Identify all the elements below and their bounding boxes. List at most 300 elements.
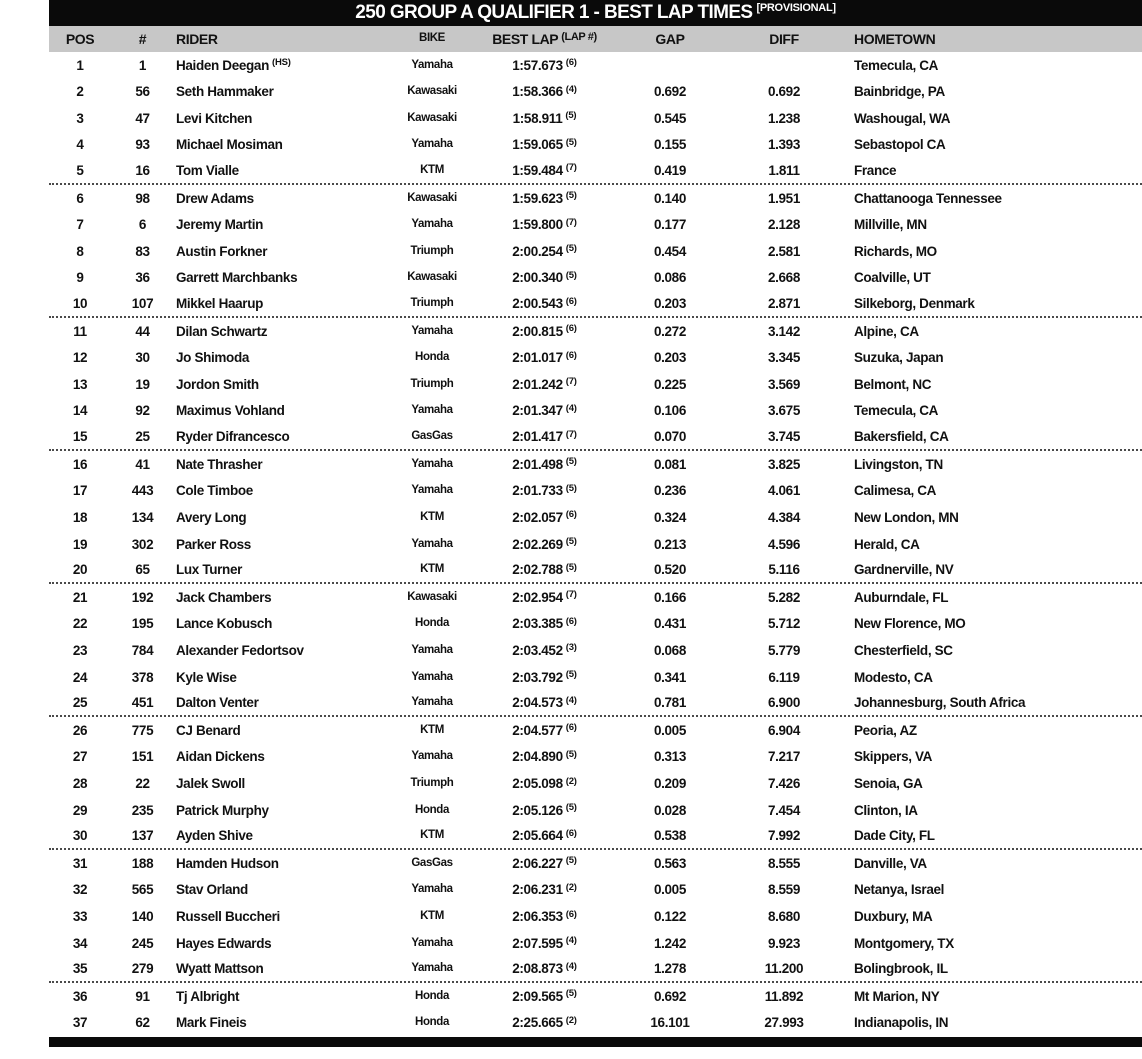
cell-best-lap [464,59,625,73]
cell-best-lap [464,351,625,365]
rider-name-text: Nate Thrasher [176,456,263,472]
cell-hometown: Skippers, VA [854,749,933,765]
cell-hometown: Chattanooga Tennessee [854,190,1002,206]
table-row [49,265,1142,292]
cell-rider-number: 107 [131,296,154,312]
best-lap-time-text: 2:00.543 [512,296,563,312]
cell-rider-name [174,404,400,418]
cell-bike: Triumph [410,777,454,789]
rider-name-text: Stav Orland [176,882,248,898]
cell-hometown: Auburndale, FL [854,589,949,605]
cell-rider-number: 36 [135,270,150,286]
cell-bike: Yamaha [411,138,453,151]
cell-rider-name [174,112,400,126]
lap-number-text: (7) [565,589,577,601]
rider-name-text: Michael Mosiman [176,137,283,153]
column-header-diff: DIFF [769,31,799,47]
cell-rider-number: 451 [131,695,154,711]
cell-rider-name [174,458,400,472]
lap-number-text: (5) [565,190,577,202]
cell-gap: 0.520 [653,562,687,578]
cell-rider-number: 1 [138,57,147,73]
column-header-hometown: HOMETOWN [854,31,936,47]
rider-name-text: Aidan Dickens [176,749,265,765]
rider-name-text: Dalton Venter [176,695,259,711]
cell-hometown: Bolingbrook, IL [854,961,948,977]
cell-position: 22 [72,616,88,632]
cell-rider-name [174,164,400,178]
cell-position: 21 [72,589,88,605]
table-row [49,824,1142,851]
rider-name-text: Dilan Schwartz [176,323,268,339]
best-lap-time-text: 1:57.673 [512,57,563,73]
table-row [49,584,1142,611]
cell-diff: 1.951 [767,190,801,206]
cell-gap: 0.203 [653,350,687,366]
cell-position: 34 [72,935,88,951]
best-lap-time-text: 1:59.800 [512,217,563,233]
table-row [49,877,1142,904]
cell-hometown: Netanya, Israel [854,882,945,898]
cell-diff: 3.142 [767,323,801,339]
lap-number-text: (6) [565,827,577,839]
cell-rider-name [174,591,400,605]
cell-diff: 8.559 [767,882,801,898]
best-lap-time-text: 2:01.733 [512,483,563,499]
cell-position: 32 [72,882,88,898]
cell-bike: Kawasaki [407,271,457,284]
best-lap-time-text: 1:59.484 [512,162,563,178]
cell-diff: 1.238 [767,110,801,126]
cell-diff: 4.596 [767,536,801,552]
cell-rider-number: 83 [135,243,150,259]
rider-name-text: Mikkel Haarup [176,296,263,312]
cell-gap: 0.781 [653,695,687,711]
cell-hometown: Bainbridge, PA [854,84,945,100]
lap-number-text: (6) [565,57,577,69]
table-row [49,717,1142,744]
rider-name-text: Levi Kitchen [176,110,253,126]
cell-hometown: Suzuka, Japan [854,350,944,366]
cell-hometown: Sebastopol CA [854,137,946,153]
cell-diff: 2.581 [767,243,801,259]
cell-hometown: Silkeborg, Denmark [854,296,975,312]
cell-bike: Yamaha [411,484,453,497]
sheet-title: 250 GROUP A QUALIFIER 1 - BEST LAP TIMES [355,2,753,23]
cell-bike: Yamaha [411,457,453,470]
cell-bike: Yamaha [411,750,453,763]
cell-best-lap [464,804,625,818]
table-row [49,451,1142,478]
cell-gap: 0.068 [653,642,687,658]
cell-rider-number: 65 [135,562,150,578]
cell-hometown: Temecula, CA [854,403,939,419]
cell-position: 37 [72,1015,88,1031]
best-lap-time-text: 2:01.347 [512,403,563,419]
rider-name-text: Haiden Deegan [176,57,269,73]
best-lap-time-text: 1:59.065 [512,137,563,153]
cell-gap: 0.236 [653,483,687,499]
cell-position: 4 [76,137,84,153]
best-lap-time-text: 1:58.911 [512,110,563,126]
best-lap-time-text: 2:09.565 [512,988,563,1004]
cell-gap: 0.213 [653,536,687,552]
lap-number-text: (6) [565,615,577,627]
table-row [49,531,1142,558]
best-lap-time-text: 2:00.254 [512,243,563,259]
cell-gap: 0.538 [653,828,687,844]
cell-position: 12 [72,350,88,366]
column-header-rider: RIDER [176,31,218,47]
cell-position: 1 [76,57,84,73]
cell-position: 36 [72,988,88,1004]
cell-hometown: Dade City, FL [854,828,935,844]
rider-name-text: Mark Fineis [176,1015,247,1031]
cell-bike: KTM [420,723,444,736]
cell-rider-number: 775 [131,722,154,738]
cell-diff: 9.923 [767,935,801,951]
cell-rider-name [174,271,400,285]
best-lap-time-text: 2:07.595 [512,935,563,951]
cell-rider-number: 30 [135,350,150,366]
cell-diff: 2.668 [767,270,801,286]
table-row [49,797,1142,824]
cell-diff: 6.119 [768,669,800,685]
cell-rider-number: 25 [135,429,150,445]
cell-bike: Honda [414,617,450,630]
cell-bike: Yamaha [411,883,453,896]
column-header-pos: POS [65,31,95,47]
cell-rider-name [174,857,400,871]
cell-rider-name [174,883,400,897]
table-row [49,105,1142,132]
cell-bike: Yamaha [411,324,453,337]
cell-diff: 7.217 [767,749,801,765]
cell-position: 20 [72,562,88,578]
cell-rider-number: 192 [131,589,154,605]
lap-number-text: (6) [565,908,577,920]
cell-rider-number: 140 [131,909,154,925]
cell-diff: 5.282 [767,589,801,605]
cell-best-lap [464,671,625,685]
cell-hometown: Peoria, AZ [854,722,917,738]
cell-rider-name [174,750,400,764]
cell-rider-name [174,1016,400,1030]
cell-bike: Triumph [410,377,454,390]
rider-name-text: Seth Hammaker [176,84,274,100]
lap-number-text: (7) [565,376,577,388]
cell-gap: 0.005 [653,882,687,898]
lap-number-text: (5) [565,802,577,814]
cell-rider-name [174,804,400,818]
cell-hometown: New Florence, MO [854,616,966,632]
cell-hometown: Clinton, IA [854,802,918,818]
cell-rider-number: 41 [135,456,150,472]
lap-number-text: (4) [565,402,577,414]
cell-rider-number: 19 [135,376,150,392]
cell-position: 14 [72,403,88,419]
rider-name-text: Austin Forkner [176,243,268,259]
best-lap-time-text: 2:01.498 [512,456,563,472]
cell-position: 26 [72,722,88,738]
table-row [49,291,1142,318]
cell-rider-name [174,351,400,365]
table-row [49,371,1142,398]
cell-best-lap [464,724,625,738]
cell-diff: 3.345 [767,350,801,366]
cell-best-lap [464,538,625,552]
table-row [49,398,1142,425]
cell-gap: 0.203 [653,296,687,312]
cell-gap: 0.086 [653,270,687,286]
cell-best-lap [464,617,625,631]
cell-hometown: Montgomery, TX [854,935,954,951]
cell-hometown: Coalville, UT [854,270,931,286]
cell-diff: 1.393 [767,137,801,153]
rider-name-text: Jeremy Martin [176,217,263,233]
cell-rider-number: 279 [131,961,154,977]
cell-gap: 0.341 [653,669,687,685]
cell-gap: 0.313 [653,749,687,765]
best-lap-time-text: 2:06.227 [512,855,563,871]
cell-bike: KTM [420,829,444,842]
cell-rider-name [174,538,400,552]
cell-gap: 16.101 [650,1015,690,1031]
cell-best-lap [464,857,625,871]
cell-position: 24 [72,669,88,685]
cell-position: 18 [72,509,88,525]
lap-number-text: (5) [565,669,577,681]
table-row [49,79,1142,106]
bottom-bar [49,1037,1142,1047]
cell-rider-number: 91 [135,988,150,1004]
cell-hometown: Duxbury, MA [854,909,933,925]
rider-name-text: Cole Timboe [176,483,253,499]
table-row [49,770,1142,797]
cell-rider-number: 151 [131,749,154,765]
table-row [49,158,1142,185]
cell-bike: Yamaha [411,936,453,949]
cell-bike: Honda [414,351,450,364]
results-table-body [49,52,1142,1037]
cell-diff: 4.384 [767,509,801,525]
table-row [49,957,1142,984]
lap-number-text: (5) [565,988,577,1000]
cell-diff: 7.426 [767,776,801,791]
best-lap-time-text: 2:02.954 [512,589,563,605]
cell-hometown: Alpine, CA [854,323,919,339]
lap-number-text: (4) [565,694,577,706]
cell-bike: Yamaha [411,696,453,709]
cell-hometown: Mt Marion, NY [854,988,940,1004]
rider-name-text: CJ Benard [176,722,241,738]
cell-position: 17 [72,483,88,499]
cell-position: 2 [76,84,84,100]
table-row [49,132,1142,159]
provisional-tag: [PROVISIONAL] [756,2,836,14]
table-row [49,904,1142,931]
cell-best-lap [464,245,625,259]
cell-best-lap [464,591,625,605]
cell-rider-number: 302 [131,536,154,552]
cell-rider-number: 378 [131,669,154,685]
cell-rider-number: 134 [131,509,154,525]
table-row [49,185,1142,212]
cell-bike: Kawasaki [407,85,457,98]
cell-rider-number: 565 [131,882,154,898]
cell-position: 29 [72,802,88,818]
lap-number-text: (6) [565,323,577,335]
best-lap-time-text: 2:04.577 [512,722,563,738]
cell-gap: 0.140 [653,190,687,206]
cell-rider-number: 137 [131,828,154,844]
cell-position: 23 [72,642,88,658]
timing-results-sheet [49,0,1142,1047]
cell-gap: 0.028 [653,802,687,818]
cell-bike: GasGas [411,430,453,443]
lap-number-text: (5) [565,456,577,468]
cell-bike: Triumph [410,297,454,310]
cell-best-lap [464,138,625,152]
lap-number-text: (5) [565,855,577,867]
rider-name-text: Alexander Fedortsov [176,642,304,658]
cell-best-lap [464,404,625,418]
cell-hometown: Belmont, NC [854,376,932,392]
cell-gap: 0.419 [653,162,687,178]
cell-gap: 0.225 [653,376,687,392]
cell-rider-number: 188 [131,855,154,871]
table-row [49,611,1142,638]
cell-position: 13 [72,376,88,392]
best-lap-time-text: 2:05.098 [512,776,563,791]
cell-diff: 7.992 [767,828,801,844]
cell-position: 10 [72,296,88,312]
cell-rider-name [174,644,400,658]
cell-rider-number: 56 [135,84,150,100]
rider-name-text: Drew Adams [176,190,254,206]
cell-diff: 8.555 [767,855,801,871]
lap-number-text: (2) [565,775,577,787]
cell-rider-name [174,218,400,232]
cell-bike: GasGas [411,856,453,869]
rider-name-text: Russell Buccheri [176,909,280,925]
cell-bike: KTM [420,163,444,176]
cell-bike: Yamaha [411,537,453,550]
table-row [49,504,1142,531]
table-row [49,744,1142,771]
column-header-gap: GAP [655,31,685,47]
cell-bike: Yamaha [411,404,453,417]
best-lap-time-text: 2:00.340 [512,270,563,286]
cell-position: 6 [76,190,84,206]
cell-diff: 11.892 [764,988,804,1004]
table-row [49,52,1142,79]
cell-gap: 0.106 [653,403,687,419]
cell-position: 35 [72,961,88,977]
cell-best-lap [464,164,625,178]
table-row [49,345,1142,372]
cell-best-lap [464,112,625,126]
cell-best-lap [464,484,625,498]
cell-best-lap [464,511,625,525]
cell-diff: 5.116 [768,562,800,578]
cell-rider-number: 47 [135,110,150,126]
cell-gap: 0.272 [653,323,687,339]
cell-gap: 0.431 [653,616,687,632]
lap-number-text: (5) [565,110,577,122]
rider-name-text: Avery Long [176,509,247,525]
cell-gap: 1.278 [653,961,687,977]
cell-rider-name [174,937,400,951]
cell-bike: Kawasaki [407,111,457,124]
table-row [49,930,1142,957]
cell-hometown: Danville, VA [854,855,927,871]
rider-name-text: Wyatt Mattson [176,961,264,977]
cell-rider-name [174,430,400,444]
table-row [49,558,1142,585]
rider-name-text: Parker Ross [176,536,251,552]
cell-best-lap [464,644,625,658]
best-lap-time-text: 2:25.665 [512,1015,563,1031]
rider-name-text: Patrick Murphy [176,802,269,818]
table-row [49,318,1142,345]
cell-diff: 1.811 [768,162,800,178]
best-lap-time-text: 2:01.017 [512,350,563,366]
column-header-number: # [138,31,147,47]
cell-diff: 2.871 [767,296,801,312]
lap-number-text: (5) [565,269,577,281]
best-lap-time-text: 1:59.623 [512,190,563,206]
cell-rider-name [174,297,400,311]
lap-number-text: (2) [565,1014,577,1026]
rider-name-text: Lance Kobusch [176,616,272,632]
best-lap-time-text: 2:05.664 [512,828,563,844]
cell-position: 27 [72,749,88,765]
table-row [49,425,1142,452]
cell-rider-name [174,325,400,339]
cell-diff: 3.569 [767,376,801,392]
cell-best-lap [464,829,625,843]
cell-best-lap [464,297,625,311]
cell-gap: 0.005 [653,722,687,738]
table-row [49,637,1142,664]
cell-rider-name [174,990,400,1004]
cell-gap: 0.454 [653,243,687,259]
cell-position: 30 [72,828,88,844]
table-row [49,1010,1142,1037]
rider-name-text: Hayes Edwards [176,935,272,951]
cell-gap: 0.563 [653,855,687,871]
cell-rider-name [174,962,400,976]
best-lap-time-text: 2:02.057 [512,509,563,525]
cell-rider-number: 16 [135,162,150,178]
cell-rider-number: 62 [135,1015,150,1031]
best-lap-time-text: 2:08.873 [512,961,563,977]
cell-position: 8 [76,243,84,259]
cell-best-lap [464,910,625,924]
rider-name-text: Jack Chambers [176,589,272,605]
cell-hometown: Calimesa, CA [854,483,937,499]
cell-rider-name [174,724,400,738]
cell-rider-name [174,511,400,525]
cell-best-lap [464,1016,625,1030]
cell-gap: 0.155 [653,137,687,153]
cell-hometown: Indianapolis, IN [854,1015,949,1031]
cell-diff: 5.779 [767,642,801,658]
table-row [49,212,1142,239]
best-lap-time-text: 2:03.792 [512,669,563,685]
cell-hometown: Bakersfield, CA [854,429,949,445]
